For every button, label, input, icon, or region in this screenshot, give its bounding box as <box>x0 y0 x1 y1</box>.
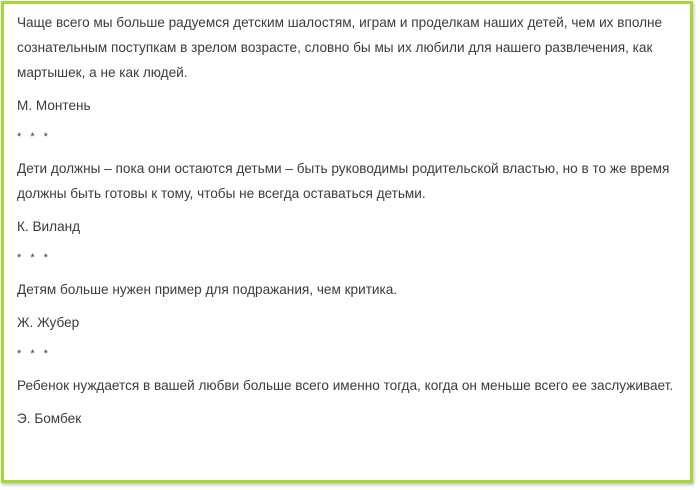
quote-card <box>1 1 693 483</box>
quote-text: Детям больше нужен пример для подражания, чем критика. <box>17 282 398 297</box>
separator: * * * <box>17 348 51 360</box>
quote-text: Чаще всего мы больше радуемся детским шалостям, играм и проделкам наших детей, чем их вполне сознательным поступкам в зрелом возрасте, словно бы мы их любили для нашего развлечения, как мартышек, а не как людей. <box>17 15 663 80</box>
separator: * * * <box>17 252 51 264</box>
quote-author: М. Монтень <box>17 98 91 113</box>
quote-text: Дети должны – пока они остаются детьми – быть руководимы родительской властью, но в то же время должны быть готовы к тому, чтобы не всегда оставаться детьми. <box>17 161 670 201</box>
quote-author: К. Виланд <box>17 219 81 234</box>
quote-text: Ребенок нуждается в вашей любви больше всего именно тогда, когда он меньше всего ее заслуживает. <box>17 378 674 393</box>
quote-author: Э. Бомбек <box>17 411 82 426</box>
quote-list <box>17 10 687 439</box>
quote-author: Ж. Жубер <box>17 315 80 330</box>
separator: * * * <box>17 131 51 143</box>
